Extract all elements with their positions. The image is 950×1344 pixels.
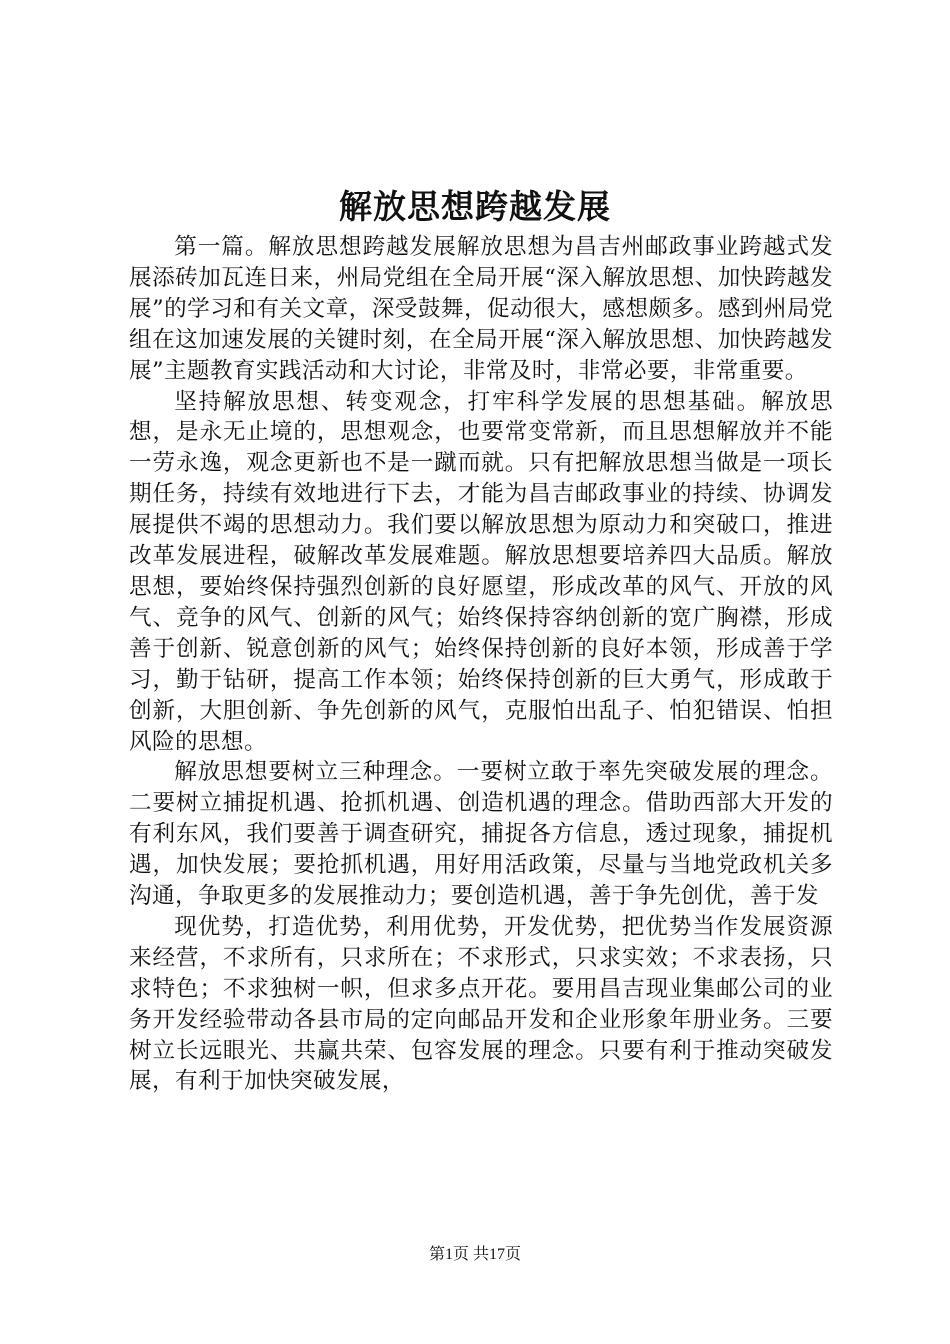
- paragraph-3: 解放思想要树立三种理念。一要树立敢于率先突破发展的理念。二要树立捕捉机遇、抢抓机遇、创造机遇的理念。借助西部大开发的有利东风，我们要善于调查研究，捕捉各方信息，透过现象，捕捉机遇，加快发展；要抢抓机遇，用好用活政策，尽量与当地党政机关多沟通，争取更多的发展推动力；要创造机遇，善于争先创优，善于发: [129, 759, 833, 910]
- page-number-footer: 第1页 共17页: [428, 1246, 521, 1263]
- paragraph-2: 坚持解放思想、转变观念，打牢科学发展的思想基础。解放思想，是永无止境的，思想观念，也要常变常新，而且思想解放并不能一劳永逸，观念更新也不是一蹴而就。只有把解放思想当做是一项长期任务，持续有效地进行下去，才能为昌吉邮政事业的持续、协调发展提供不竭的思想动力。我们要以解放思想为原动力和突破口，推进改革发展进程，破解改革发展难题。解放思想要培养四大品质。解放思想，要始终保持强烈创新的良好愿望，形成改革的风气、开放的风气、竞争的风气、创新的风气；始终保持容纳创新的宽广胸襟，形成善于创新、锐意创新的风气；始终保持创新的良好本领，形成善于学习，勤于钻研，提高工作本领；始终保持创新的巨大勇气，形成敢于创新，大胆创新、争先创新的风气，克服怕出乱子、怕犯错误、怕担风险的思想。: [129, 388, 833, 755]
- paragraph-1: 第一篇。解放思想跨越发展解放思想为昌吉州邮政事业跨越式发展添砖加瓦连日来，州局党组在全局开展“深入解放思想、加快跨越发展”的学习和有关文章，深受鼓舞，促动很大，感想颇多。感到州局党组在这加速发展的关键时刻，在全局开展“深入解放思想、加快跨越发展”主题教育实践活动和大讨论，非常及时，非常必要，非常重要。: [129, 234, 833, 384]
- document-title: 解放思想跨越发展: [339, 187, 611, 226]
- document-body: [129, 232, 833, 1097]
- paragraph-4: 现优势，打造优势，利用优势，开发优势，把优势当作发展资源来经营，不求所有，只求所在；不求形式，只求实效；不求表扬，只求特色；不求独树一帜，但求多点开花。要用昌吉现业集邮公司的业务开发经验带动各县市局的定向邮品开发和企业形象年册业务。三要树立长远眼光、共赢共荣、包容发展的理念。只要有利于推动突破发展，有利于加快突破发展，: [129, 913, 833, 1095]
